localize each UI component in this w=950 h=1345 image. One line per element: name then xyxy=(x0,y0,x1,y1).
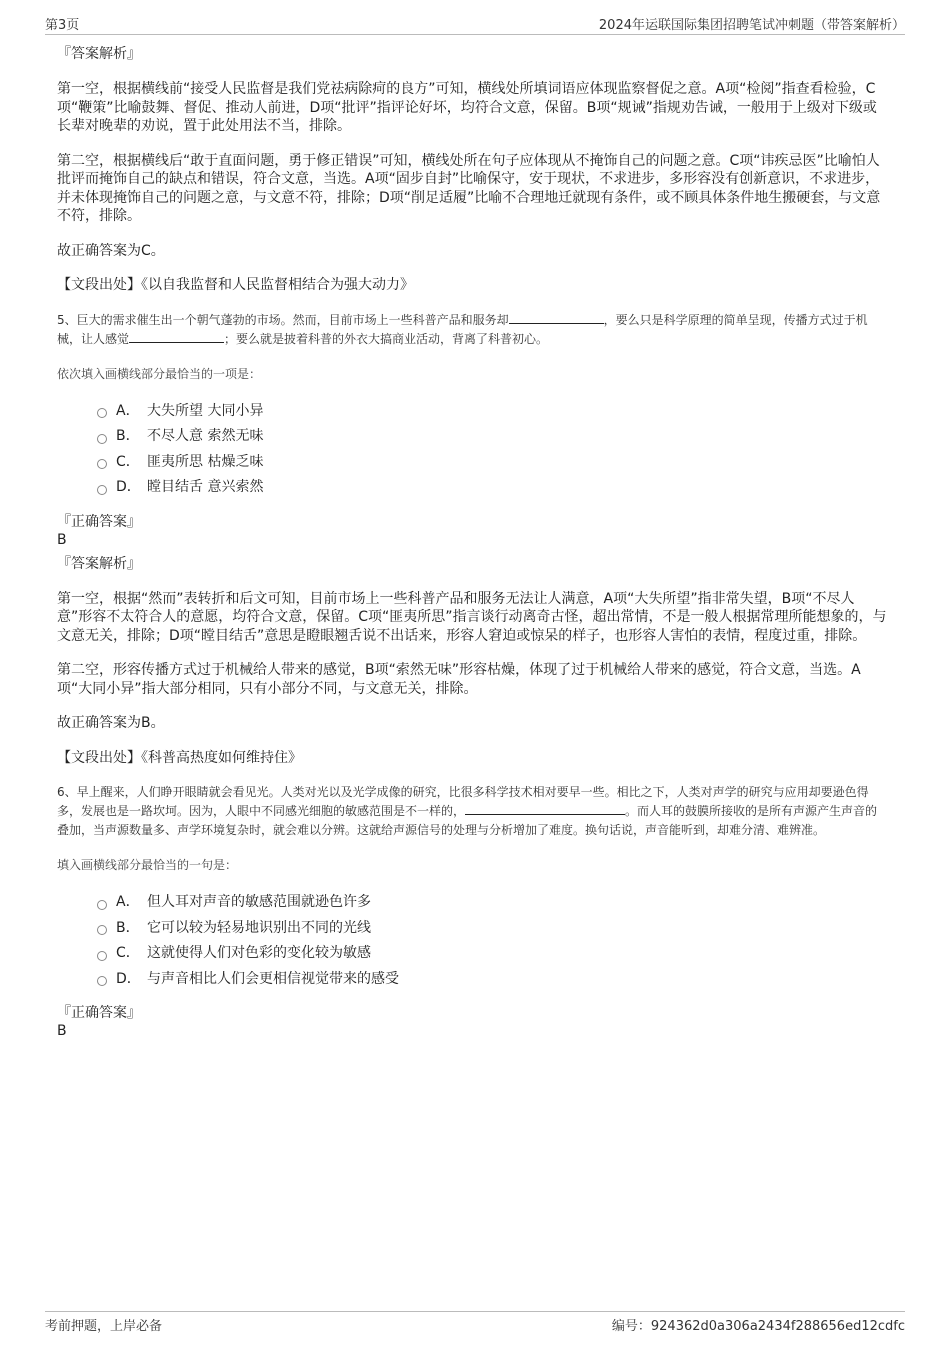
analysis-label: 『答案解析』 xyxy=(57,46,141,62)
option-c[interactable]: C． 这就使得人们对色彩的变化较为敏感 xyxy=(97,941,888,967)
analysis-paragraph: 第二空，形容传播方式过于机械给人带来的感觉，B项“索然无味”形容枯燥，体现了过于机械给人带来的感觉，符合文意，当选。A项“大同小异”指大部分相同，只有小部分不同，与文意无关，排除。 xyxy=(57,662,861,697)
fill-blank xyxy=(129,330,224,343)
fill-blank xyxy=(465,802,625,815)
conclusion: 故正确答案为B。 xyxy=(57,715,165,731)
question-6-options xyxy=(97,890,888,992)
question-5-stem: 5、巨大的需求催生出一个朝气蓬勃的市场。然而，目前市场上一些科普产品和服务却 ，要么只是科学原理的简单呈现，传播方式过于机械，让人感觉 ；要么就是披着科普的外衣大搞商业活动，背离了科普初心。 xyxy=(57,312,868,346)
correct-answer-label: 『正确答案』 xyxy=(57,513,141,530)
option-b[interactable]: B． 不尽人意 索然无味 xyxy=(97,424,888,450)
option-d[interactable]: D． 瞠目结舌 意兴索然 xyxy=(97,475,888,501)
page-header xyxy=(45,14,905,35)
question-number: 5、 xyxy=(57,312,77,327)
analysis-label: 『答案解析』 xyxy=(57,555,141,572)
question-prompt: 依次填入画横线部分最恰当的一项是： xyxy=(57,366,262,381)
document-id: 编号：924362d0a306a2434f288656ed12cdfc xyxy=(611,1319,905,1334)
footer-slogan: 考前押题，上岸必备 xyxy=(45,1319,163,1334)
option-c[interactable]: C． 匪夷所思 枯燥乏味 xyxy=(97,450,888,476)
radio-icon[interactable] xyxy=(97,485,107,495)
question-5-options xyxy=(97,399,888,501)
option-b[interactable]: B． 它可以较为轻易地识别出不同的光线 xyxy=(97,916,888,942)
document-title: 2024年运联国际集团招聘笔试冲刺题（带答案解析） xyxy=(598,18,905,33)
correct-answer: B xyxy=(57,1023,67,1039)
question-6-stem: 6、早上醒来，人们睁开眼睛就会看见光。人类对光以及光学成像的研究，比很多科学技术相对要早一些。相比之下，人类对声学的研究与应用却要逊色得多，发展也是一路坎坷。因为，人眼中不同感光细胞的敏感范围是不一样的， 。而人耳的鼓膜所接收的是所有声源产生声音的叠加，当声源数量多、声学环境复杂时，就会难以分辨。这就给声源信号的处理与分析增加了难度。换句话说，声音能听到，却难分清、难辨准。 xyxy=(57,785,878,837)
radio-icon[interactable] xyxy=(97,900,107,910)
radio-icon[interactable] xyxy=(97,951,107,961)
radio-icon[interactable] xyxy=(97,976,107,986)
source-citation: 【文段出处】《科普高热度如何维持住》 xyxy=(57,749,302,766)
main-content xyxy=(57,44,888,1045)
correct-answer: B xyxy=(57,531,67,548)
radio-icon[interactable] xyxy=(97,408,107,418)
radio-icon[interactable] xyxy=(97,434,107,444)
page-footer xyxy=(45,1311,905,1335)
question-number: 6、 xyxy=(57,785,77,799)
option-d[interactable]: D． 与声音相比人们会更相信视觉带来的感受 xyxy=(97,967,888,993)
correct-answer-label: 『正确答案』 xyxy=(57,1005,141,1021)
analysis-paragraph: 第一空，根据“然而”表转折和后文可知，目前市场上一些科普产品和服务无法让人满意，A项“大失所望”指非常失望，B项“不尽人意”形容不太符合人的意愿，均符合文意，保留。C项“匪夷所思”指言谈行动离奇古怪，超出常情，不是一般人根据常理所能想象的，与文意无关，排除；D项“瞠目结舌”意思是瞪眼翘舌说不出话来，形容人窘迫或惊呆的样子，也形容人害怕的表情，程度过重，排除。 xyxy=(57,590,887,644)
option-a[interactable]: A． 大失所望 大同小异 xyxy=(97,399,888,425)
option-a[interactable]: A． 但人耳对声音的敏感范围就逊色许多 xyxy=(97,890,888,916)
page-number: 第3页 xyxy=(45,18,80,33)
conclusion: 故正确答案为C。 xyxy=(57,242,165,259)
question-prompt: 填入画横线部分最恰当的一句是： xyxy=(57,858,238,872)
radio-icon[interactable] xyxy=(97,925,107,935)
radio-icon[interactable] xyxy=(97,459,107,469)
analysis-paragraph: 第二空，根据横线后“敢于直面问题，勇于修正错误”可知，横线处所在句子应体现从不掩饰自己的问题之意。C项“讳疾忌医”比喻怕人批评而掩饰自己的缺点和错误，符合文意，当选。A项“固步自封”比喻保守，安于现状，不求进步，多形容没有创新意识，不求进步，并未体现掩饰自己的问题之意，与文意不符，排除；D项“削足适履”比喻不合理地迁就现有条件，或不顾具体条件地生搬硬套，与文意不符，排除。 xyxy=(57,152,881,224)
source-citation: 【文段出处】《以自我监督和人民监督相结合为强大动力》 xyxy=(57,277,414,293)
analysis-paragraph: 第一空，根据横线前“接受人民监督是我们党祛病除疴的良方”可知，横线处所填词语应体现监察督促之意。A项“检阅”指查看检验，C项“鞭策”比喻鼓舞、督促、推动人前进，D项“批评”指评论好坏，均符合文意，保留。B项“规诫”指规劝告诫，一般用于上级对下级或长辈对晚辈的劝说，置于此处用法不当，排除。 xyxy=(57,81,877,134)
fill-blank xyxy=(509,311,604,324)
